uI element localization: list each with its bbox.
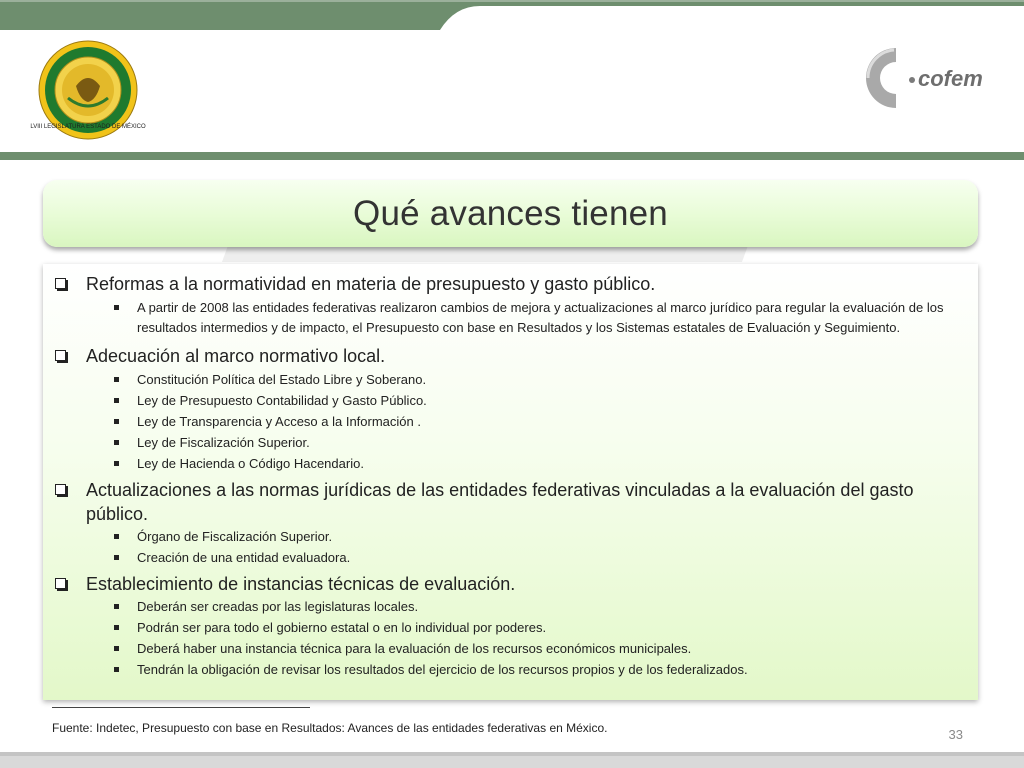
- list-item: Deberán ser creadas por las legislaturas locales.: [55, 597, 968, 617]
- list-item: Ley de Presupuesto Contabilidad y Gasto Público.: [55, 391, 968, 411]
- section-heading: Reformas a la normatividad en materia de presupuesto y gasto público.: [55, 272, 968, 296]
- top-decorative-band: [0, 0, 1024, 30]
- list-item: Creación de una entidad evaluadora.: [55, 548, 968, 568]
- list-item: Constitución Política del Estado Libre y Soberano.: [55, 370, 968, 390]
- list-item: Órgano de Fiscalización Superior.: [55, 527, 968, 547]
- header-divider: [0, 152, 1024, 160]
- square-bullet-icon: [114, 377, 119, 382]
- svg-text:LVIII LEGISLATURA ESTADO DE MÉ: LVIII LEGISLATURA ESTADO DE MÉXICO: [30, 124, 146, 130]
- content-box: [43, 264, 978, 700]
- source-footnote: Fuente: Indetec, Presupuesto con base en Resultados: Avances de las entidades federativas en México.: [52, 721, 608, 735]
- checkbox-bullet-icon: [55, 578, 66, 589]
- list-item: Ley de Fiscalización Superior.: [55, 433, 968, 453]
- square-bullet-icon: [114, 440, 119, 445]
- square-bullet-icon: [114, 461, 119, 466]
- checkbox-bullet-icon: [55, 484, 66, 495]
- square-bullet-icon: [114, 419, 119, 424]
- list-item: Podrán ser para todo el gobierno estatal o en lo individual por poderes.: [55, 618, 968, 638]
- list-item: Deberá haber una instancia técnica para la evaluación de los recursos económicos municipales.: [55, 639, 968, 659]
- section-heading: Actualizaciones a las normas jurídicas de las entidades federativas vinculadas a la evaluación del gasto público.: [55, 478, 968, 526]
- bottom-stripe: [0, 752, 1024, 756]
- seal-logo: [30, 40, 146, 140]
- list-item: Ley de Transparencia y Acceso a la Información .: [55, 412, 968, 432]
- title-box: [43, 180, 978, 247]
- square-bullet-icon: [114, 398, 119, 403]
- square-bullet-icon: [114, 555, 119, 560]
- checkbox-bullet-icon: [55, 278, 66, 289]
- footnote-divider: [52, 707, 310, 708]
- section-heading: Adecuación al marco normativo local.: [55, 344, 968, 368]
- bottom-decorative-band: [0, 752, 1024, 768]
- bullet-list: [55, 272, 968, 680]
- square-bullet-icon: [114, 534, 119, 539]
- checkbox-bullet-icon: [55, 350, 66, 361]
- square-bullet-icon: [114, 305, 119, 310]
- list-item: Ley de Hacienda o Código Hacendario.: [55, 454, 968, 474]
- cofem-logo: [856, 42, 986, 116]
- square-bullet-icon: [114, 625, 119, 630]
- slide-title: Qué avances tienen: [353, 194, 668, 233]
- svg-text:cofem: cofem: [918, 66, 983, 91]
- list-item: Tendrán la obligación de revisar los resultados del ejercicio de los recursos propios y de los federalizados.: [55, 660, 968, 680]
- section-heading: Establecimiento de instancias técnicas de evaluación.: [55, 572, 968, 596]
- square-bullet-icon: [114, 604, 119, 609]
- page-number: 33: [948, 727, 963, 742]
- list-item: A partir de 2008 las entidades federativas realizaron cambios de mejora y actualizaciones al marco jurídico para regular la evaluación de los resultados intermedios y de impacto, el Presupuesto con base en Resultados y los Sistemas estatales de Evaluación y Seguimiento.: [55, 298, 968, 338]
- square-bullet-icon: [114, 667, 119, 672]
- square-bullet-icon: [114, 646, 119, 651]
